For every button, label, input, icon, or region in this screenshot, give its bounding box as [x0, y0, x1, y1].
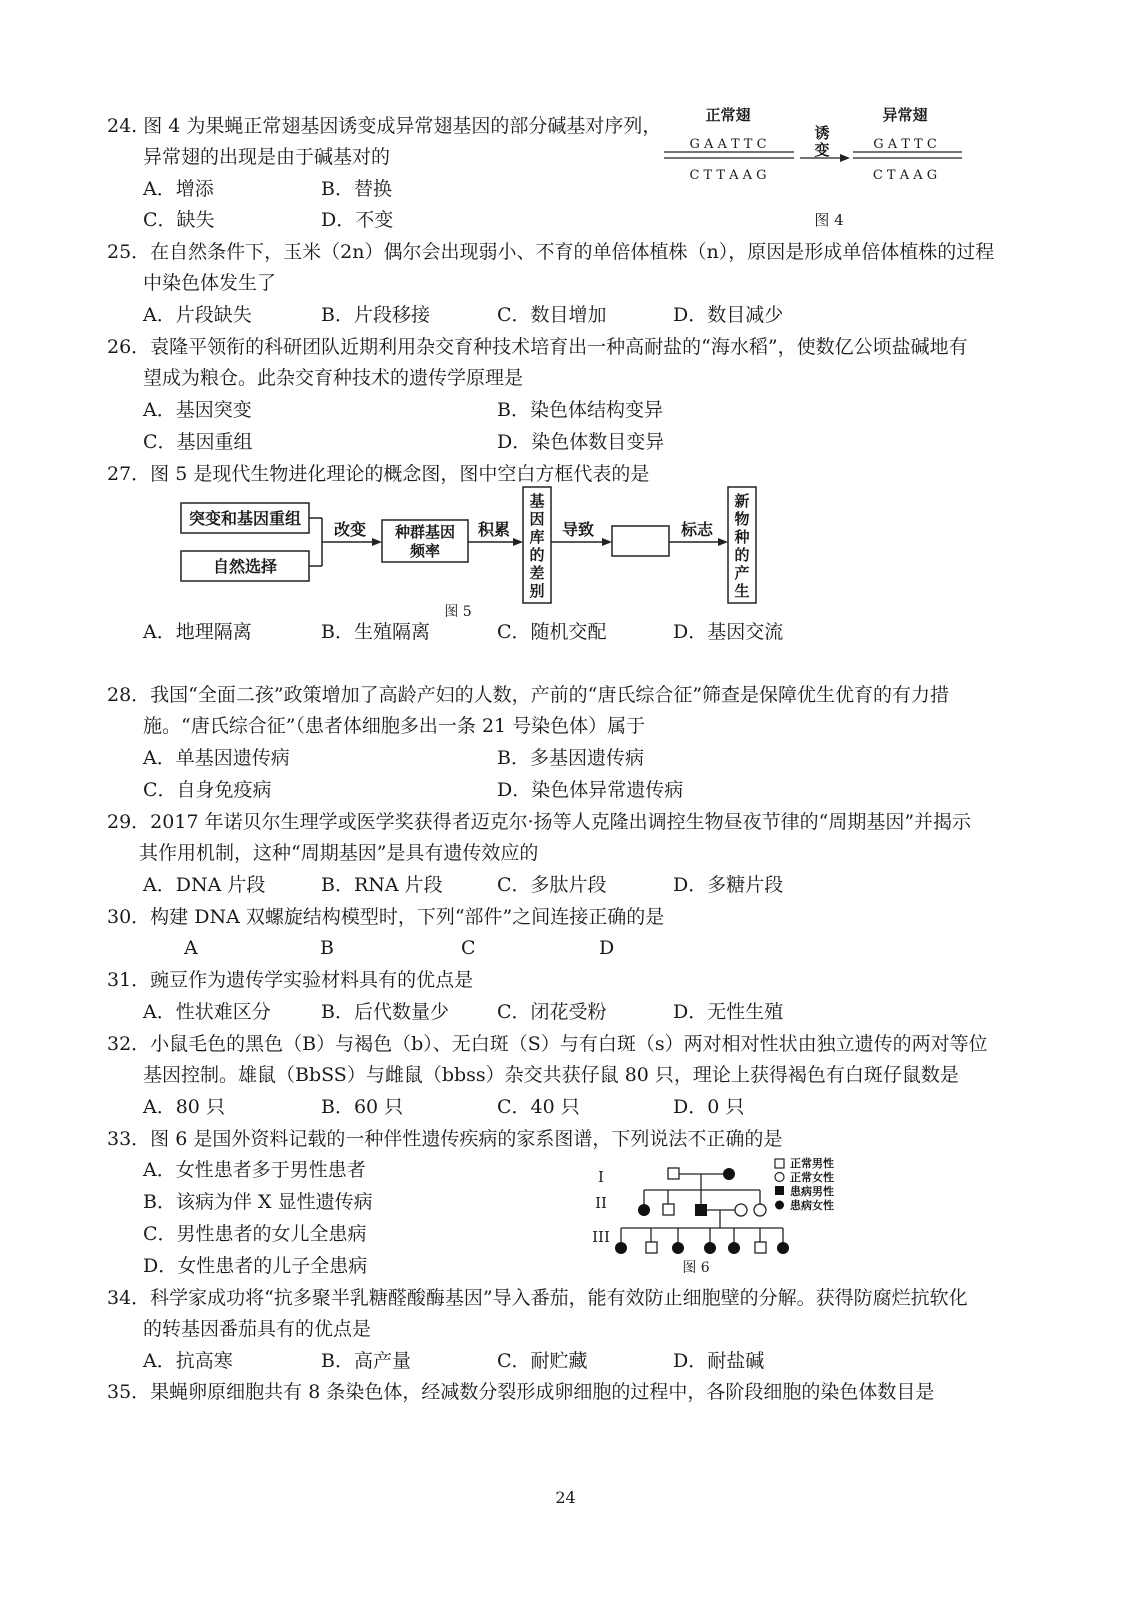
q26-option-d[interactable]: D．染色体数目变异 [497, 431, 665, 453]
fig5-arrow2-label: 积累 [477, 520, 511, 539]
fig6-i1-normal-male [668, 1168, 679, 1179]
fig6-ii2-normal-male [663, 1204, 674, 1215]
q26-stem-line2: 望成为粮仓。此杂交育种技术的遗传学原理是 [143, 367, 524, 389]
fig5-arrow3-label: 导致 [561, 520, 595, 539]
q34-stem-line1: 34．科学家成功将“抗多聚半乳糖醛酸酶基因”导入番茄，能有效防止细胞壁的分解。获得防腐烂抗软化 [107, 1287, 968, 1309]
q33-stem-line1: 33．图 6 是国外资料记载的一种伴性遗传疾病的家系图谱，下列说法不正确的是 [107, 1128, 783, 1150]
q31-option-a[interactable]: A．性状难区分 [143, 1001, 271, 1023]
q30-option-d[interactable]: D [599, 937, 615, 959]
fig6-legend-normal-female: 正常女性 [790, 1171, 834, 1184]
q32-option-d[interactable]: D．0 只 [673, 1096, 745, 1118]
fig6-generation-2-label: II [595, 1194, 607, 1212]
fig5-box6-char-2: 物 [734, 510, 750, 528]
q33-option-d[interactable]: D．女性患者的儿子全患病 [143, 1255, 368, 1277]
q30-stem-line1: 30．构建 DNA 双螺旋结构模型时，下列“部件”之间连接正确的是 [107, 906, 665, 928]
fig5-box6-char-3: 种 [734, 528, 750, 546]
q29-option-c[interactable]: C．多肽片段 [497, 874, 607, 896]
q34-stem-line2: 的转基因番茄具有的优点是 [143, 1318, 372, 1340]
q32-stem-line2: 基因控制。雄鼠（BbSS）与雌鼠（bbss）杂交共获仔鼠 80 只，理论上获得褐色有白斑仔鼠数是 [143, 1064, 959, 1086]
fig5-box6-char-1: 新 [734, 492, 750, 510]
page-number: 24 [555, 1488, 576, 1507]
q30-option-b[interactable]: B [320, 937, 334, 959]
q30-option-c[interactable]: C [461, 937, 476, 959]
q27-option-a[interactable]: A．地理隔离 [143, 621, 252, 643]
fig6-iii2-normal-male [646, 1242, 657, 1253]
fig6-ii4-normal-female [735, 1204, 747, 1216]
q29-option-d[interactable]: D．多糖片段 [673, 874, 784, 896]
q26-stem-line1: 26．袁隆平领衔的科研团队近期利用杂交育种技术培育出一种高耐盐的“海水稻”，使数亿公顷盐碱地有 [107, 336, 968, 358]
q27-option-c[interactable]: C．随机交配 [497, 621, 607, 643]
fig6-legend-normal-male-symbol [775, 1159, 784, 1168]
q27-option-d[interactable]: D．基因交流 [673, 621, 784, 643]
q33-option-c[interactable]: C．男性患者的女儿全患病 [143, 1223, 367, 1245]
fig6-ii1-affected-female [638, 1204, 650, 1216]
q32-stem-line1: 32．小鼠毛色的黑色（B）与褐色（b）、无白斑（S）与有白斑（s）两对相对性状由独立遗传的两对等位 [107, 1033, 988, 1055]
fig6-iii4-affected-female [704, 1242, 716, 1254]
q34-option-a[interactable]: A．抗高寒 [143, 1350, 233, 1372]
q24-option-b[interactable]: B．替换 [321, 178, 392, 200]
fig6-legend-affected-male-symbol [775, 1186, 784, 1195]
q32-option-c[interactable]: C．40 只 [497, 1096, 580, 1118]
q26-option-c[interactable]: C．基因重组 [143, 431, 253, 453]
fig4-normal-top-seq: G A A T T C [689, 137, 767, 152]
q33-option-b[interactable]: B．该病为伴 X 显性遗传病 [143, 1191, 373, 1213]
q32-option-a[interactable]: A．80 只 [143, 1096, 225, 1118]
q34-option-b[interactable]: B．高产量 [321, 1350, 411, 1372]
q28-stem-line2: 施。“唐氏综合征”（患者体细胞多出一条 21 号染色体）属于 [143, 715, 646, 737]
fig5-box4-char-5: 差 [529, 564, 545, 582]
fig5-box2-text: 自然选择 [212, 557, 278, 576]
q24-option-c[interactable]: C．缺失 [143, 209, 215, 231]
fig6-legend-affected-male: 患病男性 [790, 1185, 834, 1198]
q31-option-d[interactable]: D．无性生殖 [673, 1001, 784, 1023]
q34-option-c[interactable]: C．耐贮藏 [497, 1350, 588, 1372]
q27-stem-line1: 27．图 5 是现代生物进化理论的概念图，图中空白方框代表的是 [107, 463, 650, 485]
q28-stem-line1: 28．我国“全面二孩”政策增加了高龄产妇的人数，产前的“唐氏综合征”筛查是保障优生优育的有力措 [107, 684, 950, 706]
fig4-abnormal-top-seq: G A T T C [873, 137, 937, 152]
fig6-ii3-affected-male [695, 1204, 707, 1216]
fig5-caption: 图 5 [444, 604, 472, 620]
q29-stem-line2: 其作用机制，这种“周期基因”是具有遗传效应的 [139, 842, 539, 864]
fig5-arrow4-label: 标志 [680, 520, 714, 539]
q26-option-a[interactable]: A．基因突变 [143, 399, 252, 421]
q24-stem-line2: 异常翅的出现是由于碱基对的 [143, 146, 391, 168]
q31-option-c[interactable]: C．闭花受粉 [497, 1001, 607, 1023]
fig4-arrow-label-1: 诱 [814, 124, 830, 142]
fig6-ii5-normal-female [754, 1204, 766, 1216]
fig6-legend-normal-male: 正常男性 [790, 1157, 834, 1170]
fig5-box6-char-5: 产 [734, 564, 750, 582]
fig6-generation-3-label: III [592, 1228, 610, 1246]
q24-option-d[interactable]: D．不变 [321, 209, 394, 231]
q29-option-a[interactable]: A．DNA 片段 [143, 874, 266, 896]
q34-option-d[interactable]: D．耐盐碱 [673, 1350, 765, 1372]
q25-option-c[interactable]: C．数目增加 [497, 304, 607, 326]
q29-option-b[interactable]: B．RNA 片段 [321, 874, 443, 896]
fig6-legend-normal-female-symbol [775, 1173, 784, 1182]
fig4-normal-bottom-seq: C T T A A G [689, 168, 767, 183]
fig4-abnormal-label: 异常翅 [882, 106, 928, 124]
q28-option-b[interactable]: B．多基因遗传病 [497, 747, 644, 769]
q25-option-b[interactable]: B．片段移接 [321, 304, 430, 326]
q25-option-a[interactable]: A．片段缺失 [143, 304, 252, 326]
fig5-box4-char-4: 的 [529, 546, 545, 564]
fig6-iii7-affected-female [777, 1242, 789, 1254]
q33-option-a[interactable]: A．女性患者多于男性患者 [143, 1159, 366, 1181]
fig5-box4-char-1: 基 [529, 492, 545, 510]
q24-option-a[interactable]: A．增添 [143, 178, 214, 200]
fig5-box3-line2: 频率 [409, 542, 441, 560]
q25-option-d[interactable]: D．数目减少 [673, 304, 784, 326]
q30-option-a[interactable]: A [184, 937, 198, 959]
fig5-box6-char-4: 的 [734, 546, 750, 564]
q35-stem-line1: 35．果蝇卵原细胞共有 8 条染色体，经减数分裂形成卵细胞的过程中，各阶段细胞的染色体数目是 [107, 1381, 935, 1403]
q28-option-a[interactable]: A．单基因遗传病 [143, 747, 290, 769]
fig6-iii5-affected-female [728, 1242, 740, 1254]
fig6-i2-affected-female [723, 1168, 735, 1180]
fig6-generation-1-label: I [598, 1168, 604, 1186]
fig6-legend-affected-female: 患病女性 [790, 1199, 834, 1212]
fig5-box1-text: 突变和基因重组 [188, 509, 302, 528]
q28-option-d[interactable]: D．染色体异常遗传病 [497, 779, 684, 801]
fig5-box6-char-6: 生 [734, 582, 750, 600]
q26-option-b[interactable]: B．染色体结构变异 [497, 399, 663, 421]
fig5-arrow1-label: 改变 [333, 520, 367, 539]
q24-stem-line1: 24. 图 4 为果蝇正常翅基因诱变成异常翅基因的部分碱基对序列， [107, 115, 662, 137]
fig6-iii1-affected-female [615, 1242, 627, 1254]
fig6-caption: 图 6 [682, 1260, 710, 1276]
q25-stem-line2: 中染色体发生了 [143, 272, 277, 294]
q31-stem-line1: 31．豌豆作为遗传学实验材料具有的优点是 [107, 969, 474, 991]
q29-stem-line1: 29．2017 年诺贝尔生理学或医学奖获得者迈克尔·扬等人克隆出调控生物昼夜节律的“周期基因”并揭示 [107, 811, 972, 833]
q32-option-b[interactable]: B．60 只 [321, 1096, 404, 1118]
fig4-arrow-label-2: 变 [814, 141, 830, 159]
fig5-box3-line1: 种群基因 [394, 523, 456, 541]
fig5-box4-char-3: 库 [529, 528, 545, 546]
fig6-iii6-normal-male [755, 1242, 766, 1253]
fig4-normal-label: 正常翅 [705, 106, 751, 124]
q27-option-b[interactable]: B．生殖隔离 [321, 621, 430, 643]
fig6-iii3-affected-female [672, 1242, 684, 1254]
fig4-abnormal-bottom-seq: C T A A G [872, 168, 938, 183]
q31-option-b[interactable]: B．后代数量少 [321, 1001, 449, 1023]
fig4-caption: 图 4 [814, 211, 844, 229]
fig6-legend-affected-female-symbol [775, 1201, 784, 1210]
q25-stem-line1: 25．在自然条件下，玉米（2n）偶尔会出现弱小、不育的单倍体植株（n），原因是形成单倍体植株的过程 [107, 241, 995, 263]
fig5-box4-char-2: 因 [529, 510, 545, 528]
q28-option-c[interactable]: C．自身免疫病 [143, 779, 272, 801]
fig5-box4-char-6: 别 [529, 582, 545, 600]
